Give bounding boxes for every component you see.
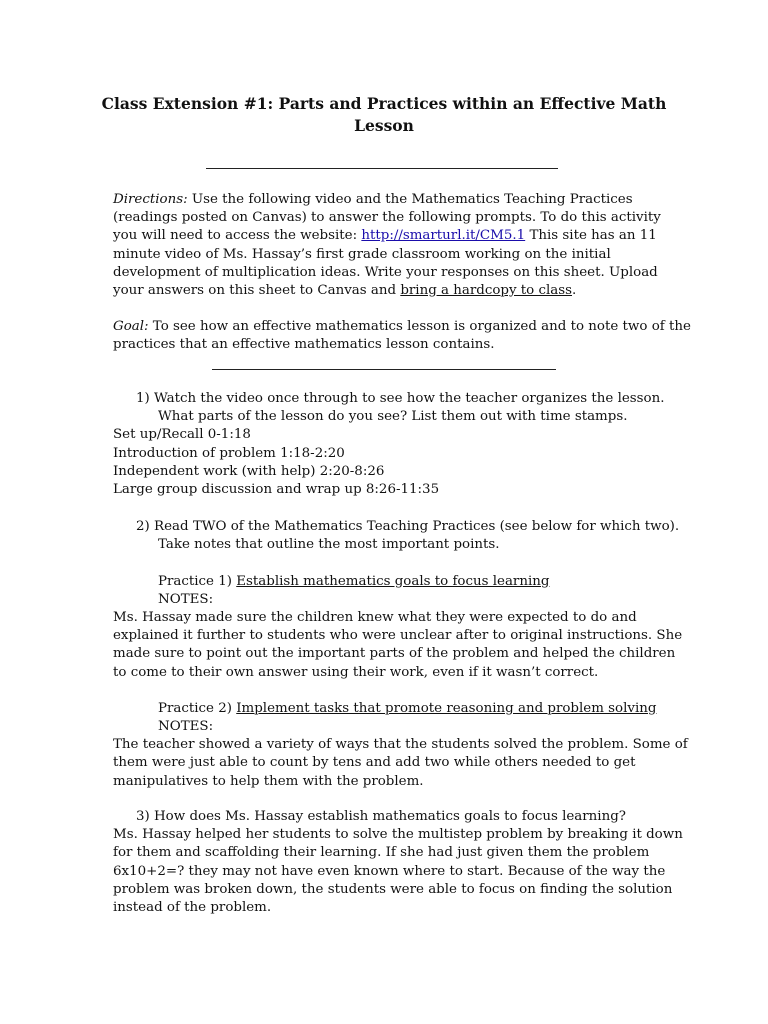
title-line-2: Lesson <box>354 116 414 135</box>
practice-1-label: Practice 1) <box>158 573 237 589</box>
question-3 <box>113 808 683 917</box>
directions-line-4: minute video of Ms. Hassay’s first grade classroom working on the initial <box>113 246 611 262</box>
practice-1-notes-label: NOTES: <box>158 591 214 607</box>
goal-label: Goal: <box>113 319 149 334</box>
question-3-line-1: 3) How does Ms. Hassay establish mathematics goals to focus learning? <box>136 809 626 824</box>
goal-section <box>113 318 691 354</box>
directions-line-5: development of multiplication ideas. Write your responses on this sheet. Upload <box>113 264 658 280</box>
practice-1-notes-line: made sure to point out the important parts of the problem and helped the children <box>113 646 676 662</box>
question-3-answer-line: problem was broken down, the students were able to focus on finding the solution <box>113 881 673 897</box>
directions-line-1: Use the following video and the Mathematics Teaching Practices <box>187 192 633 207</box>
question-1-line-1: 1) Watch the video once through to see how the teacher organizes the lesson. <box>136 391 665 406</box>
goal-line-2: practices that an effective mathematics lesson contains. <box>113 337 495 353</box>
practice-2-notes-line: manipulatives to help them with the problem. <box>113 773 424 789</box>
answer-item: Independent work (with help) 2:20-8:26 <box>113 463 385 479</box>
directions-line-3-post: This site has an 11 <box>525 228 657 244</box>
website-link[interactable]: http://smarturl.it/CM5.1 <box>361 228 526 244</box>
question-3-answer-line: Ms. Hassay helped her students to solve the multistep problem by breaking it down <box>113 827 683 843</box>
practice-2-notes-line: them were just able to count by tens and add two while others needed to get <box>113 755 636 771</box>
title-divider <box>206 168 558 169</box>
question-2-line-2: Take notes that outline the most important points. <box>158 537 500 553</box>
question-1-line-2: What parts of the lesson do you see? List them out with time stamps. <box>158 409 628 425</box>
answer-item: Set up/Recall 0-1:18 <box>113 427 251 443</box>
page-title <box>100 93 668 137</box>
question-1 <box>113 390 673 499</box>
title-line-1: Class Extension #1: Parts and Practices within an Effective Math <box>101 94 667 113</box>
question-2-line-1: 2) Read TWO of the Mathematics Teaching Practices (see below for which two). <box>136 519 680 534</box>
directions-label: Directions: <box>113 192 188 207</box>
directions-line-6-pre: your answers on this sheet to Canvas and <box>113 282 401 298</box>
directions-section <box>113 191 673 300</box>
answer-item: Introduction of problem 1:18-2:20 <box>113 445 345 461</box>
practice-1-notes-line: to come to their own answer using their work, even if it wasn’t correct. <box>113 664 599 680</box>
question-3-answer-line: for them and scaffolding their learning. If she had just given them the problem <box>113 845 650 861</box>
directions-line-3-pre: you will need to access the website: <box>113 228 362 244</box>
question-3-answer-line: 6x10+2=? they may not have even known where to start. Because of the way the <box>113 863 666 879</box>
hardcopy-note: bring a hardcopy to class <box>400 282 573 298</box>
goal-divider <box>212 369 556 370</box>
question-3-answer-line: instead of the problem. <box>113 899 272 915</box>
answer-item: Large group discussion and wrap up 8:26-11:35 <box>113 481 440 497</box>
practice-2-label: Practice 2) <box>158 700 237 716</box>
directions-line-6-post: . <box>572 282 577 298</box>
practice-2-notes-label: NOTES: <box>158 719 214 735</box>
directions-line-2: (readings posted on Canvas) to answer the following prompts. To do this activity <box>113 210 661 226</box>
practice-2-notes-line: The teacher showed a variety of ways that the students solved the problem. Some of <box>113 737 688 753</box>
question-2 <box>113 518 688 791</box>
practice-2-title: Implement tasks that promote reasoning and problem solving <box>236 700 657 716</box>
practice-1-title: Establish mathematics goals to focus learning <box>236 573 550 589</box>
goal-line-1: To see how an effective mathematics lesson is organized and to note two of the <box>148 319 691 334</box>
practice-1-notes-line: explained it further to students who were unclear after to original instructions. She <box>113 628 683 644</box>
practice-1-notes-line: Ms. Hassay made sure the children knew what they were expected to do and <box>113 609 637 625</box>
